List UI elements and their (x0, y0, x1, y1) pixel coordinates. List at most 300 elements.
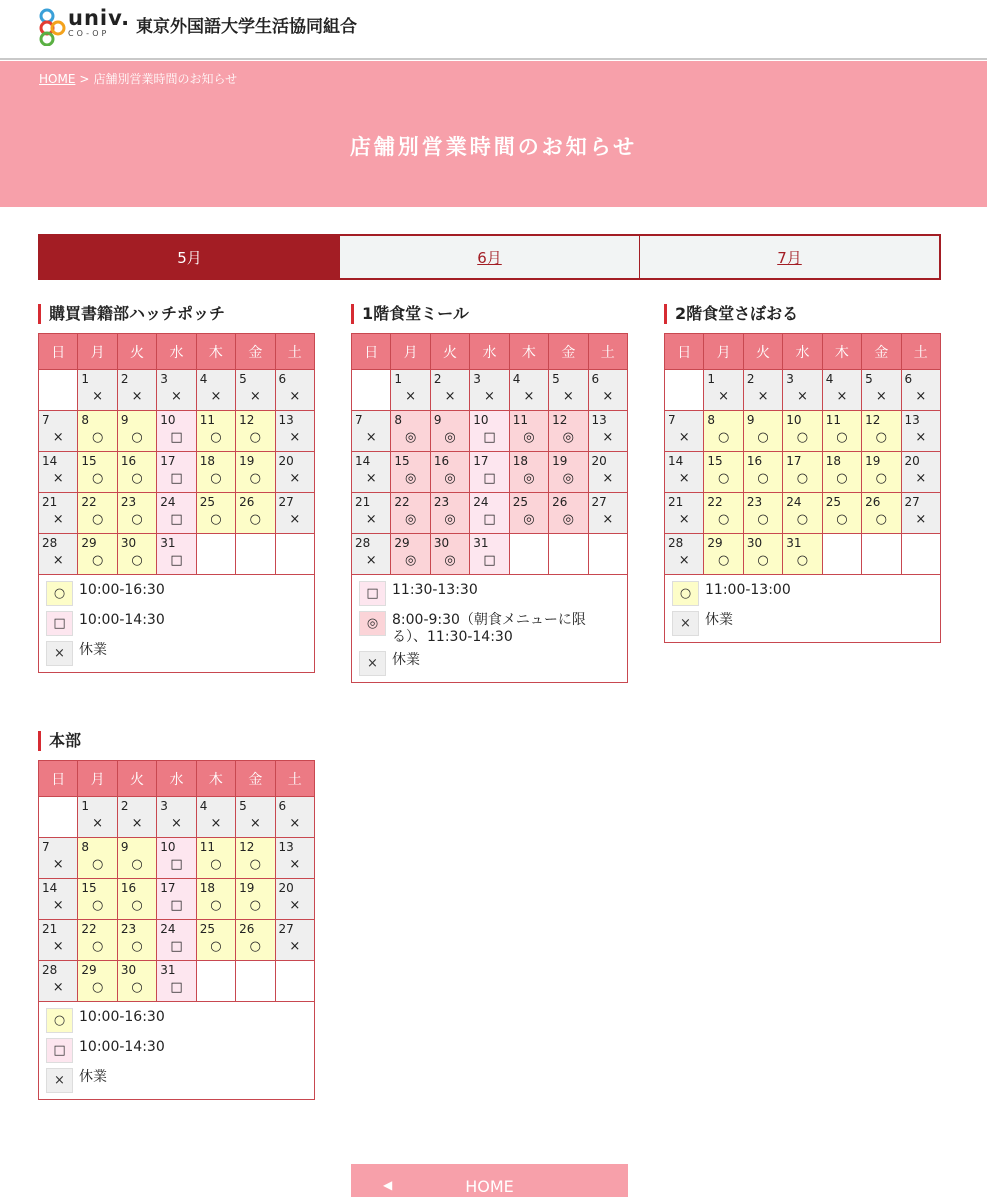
status-symbol: × (718, 389, 730, 404)
day-number: 7 (42, 413, 50, 427)
legend-text: 休業 (705, 612, 733, 628)
legend-item (46, 1008, 307, 1033)
status-symbol: ◎ (562, 512, 574, 527)
status-symbol: × (757, 389, 769, 404)
status-symbol: ○ (210, 857, 222, 872)
calendar-day-cell (822, 370, 861, 411)
day-number: 29 (707, 536, 723, 550)
calendar-day-cell (78, 452, 117, 493)
status-symbol: × (289, 471, 301, 486)
calendar-day-cell (157, 920, 196, 961)
calendar-day-cell (470, 534, 509, 575)
day-number: 29 (394, 536, 410, 550)
calendar-day-cell (470, 411, 509, 452)
day-number: 22 (81, 922, 97, 936)
calendar-empty-cell (901, 534, 940, 575)
calendar-day-cell (704, 411, 743, 452)
legend-swatch: ○ (46, 581, 73, 606)
weekday-header: 土 (588, 334, 627, 370)
calendar-day-cell (901, 370, 940, 411)
status-symbol: × (562, 389, 574, 404)
calendar-day-cell (39, 838, 78, 879)
day-number: 11 (199, 840, 215, 854)
calendar-day-cell (665, 452, 704, 493)
weekday-header: 火 (117, 334, 156, 370)
status-symbol: × (92, 389, 104, 404)
status-symbol: × (249, 816, 261, 831)
status-symbol: × (484, 389, 495, 404)
status-symbol: ○ (210, 430, 222, 445)
weekday-header: 土 (275, 761, 314, 797)
calendar-week-row (39, 370, 315, 411)
calendar-day-cell (78, 961, 117, 1002)
status-symbol: × (92, 816, 104, 831)
status-symbol: × (289, 430, 301, 445)
status-symbol: □ (170, 939, 183, 954)
day-number: 19 (865, 454, 881, 468)
calendar-day-cell (39, 879, 78, 920)
day-number: 4 (199, 372, 208, 386)
weekday-header: 月 (78, 761, 117, 797)
day-number: 17 (160, 454, 176, 468)
calendar-week-row (39, 920, 315, 961)
status-symbol: ○ (131, 857, 143, 872)
calendar-empty-cell (862, 534, 901, 575)
day-number: 8 (394, 413, 403, 427)
calendar-day-cell (157, 534, 196, 575)
day-number: 8 (81, 840, 90, 854)
day-number: 31 (473, 536, 489, 550)
calendar-week-row (665, 534, 941, 575)
status-symbol: ◎ (444, 553, 456, 568)
status-symbol: ○ (131, 980, 143, 995)
weekday-header: 日 (39, 761, 78, 797)
day-number: 25 (825, 495, 841, 509)
day-number: 14 (355, 454, 371, 468)
status-symbol: ○ (249, 512, 261, 527)
calendar-day-cell (704, 493, 743, 534)
calendar-day-cell (117, 797, 156, 838)
day-number: 20 (278, 454, 294, 468)
calendar-day-cell (39, 452, 78, 493)
calendar-day-cell (743, 370, 782, 411)
status-symbol: ○ (210, 898, 222, 913)
legend-text: 11:30-13:30 (392, 582, 478, 598)
status-symbol: ○ (249, 471, 261, 486)
day-number: 16 (120, 881, 137, 895)
home-button[interactable] (351, 1164, 628, 1197)
month-tabs (38, 234, 941, 280)
legend-text: 10:00-14:30 (79, 612, 165, 628)
calendar-day-cell (117, 534, 156, 575)
status-symbol: ○ (796, 512, 809, 527)
status-symbol: × (365, 512, 377, 527)
day-number: 1 (707, 372, 716, 386)
calendar-day-cell (549, 493, 588, 534)
day-number: 19 (552, 454, 568, 468)
calendar-day-cell (117, 493, 156, 534)
calendar-day-cell (588, 493, 627, 534)
day-number: 12 (239, 413, 255, 427)
status-symbol: ○ (131, 553, 143, 568)
day-number: 8 (707, 413, 716, 427)
legend-item (672, 611, 933, 636)
status-symbol: □ (483, 430, 496, 445)
status-symbol: ○ (757, 512, 769, 527)
calendar-day-cell (822, 493, 861, 534)
calendar-day-cell (78, 797, 117, 838)
calendar-empty-cell (509, 534, 548, 575)
calendar-empty-cell (196, 534, 235, 575)
status-symbol: ○ (836, 471, 848, 486)
calendar-day-cell (275, 920, 314, 961)
tab-june[interactable]: 6月 (339, 236, 639, 278)
calendar-day-cell (704, 452, 743, 493)
weekday-header: 水 (157, 334, 196, 370)
day-number: 7 (42, 840, 50, 854)
calendar-day-cell (236, 920, 275, 961)
day-number: 24 (786, 495, 802, 509)
status-symbol: □ (170, 898, 183, 913)
calendar-day-cell (743, 534, 782, 575)
calendar-day-cell (862, 493, 901, 534)
legend-text: 8:00-9:30（朝食メニューに限る）、11:30-14:30 (392, 612, 586, 645)
calendar-day-cell (470, 370, 509, 411)
store-title: 購買書籍部ハッチポッチ (38, 304, 315, 324)
store-title: 2階食堂さぼおる (664, 304, 941, 324)
status-symbol: ○ (717, 471, 730, 486)
calendar-day-cell (196, 879, 235, 920)
calendar-day-cell (157, 370, 196, 411)
calendar-day-cell (157, 452, 196, 493)
calendar-day-cell (39, 920, 78, 961)
calendar-week-row (665, 370, 941, 411)
day-number: 12 (552, 413, 568, 427)
day-number: 25 (199, 922, 215, 936)
calendar-day-cell (391, 370, 430, 411)
day-number: 22 (707, 495, 723, 509)
calendar-day-cell (822, 411, 861, 452)
store-block-hatch-potch (38, 304, 315, 673)
calendar-day-cell (275, 452, 314, 493)
day-number: 2 (120, 799, 129, 813)
calendar-day-cell (509, 370, 548, 411)
day-number: 31 (160, 963, 176, 977)
calendar-empty-cell (352, 370, 391, 411)
legend-swatch: ○ (672, 581, 699, 606)
calendar-table (351, 333, 628, 575)
calendar-day-cell (588, 370, 627, 411)
day-number: 9 (120, 413, 129, 427)
calendar-day-cell (275, 493, 314, 534)
calendar-day-cell (275, 838, 314, 879)
status-symbol: ◎ (444, 512, 456, 527)
status-symbol: ○ (131, 512, 143, 527)
calendar-day-cell (509, 411, 548, 452)
status-symbol: × (289, 816, 301, 831)
calendar-day-cell (783, 370, 822, 411)
status-symbol: × (797, 389, 808, 404)
calendar-week-row (39, 534, 315, 575)
legend-swatch: □ (359, 581, 386, 606)
calendar-day-cell (743, 411, 782, 452)
day-number: 3 (160, 372, 168, 386)
legend-item (359, 611, 620, 646)
legend-swatch: □ (46, 611, 73, 636)
status-symbol: ○ (717, 553, 730, 568)
status-symbol: ○ (717, 512, 730, 527)
weekday-header: 日 (352, 334, 391, 370)
calendar-day-cell (509, 493, 548, 534)
calendar-empty-cell (549, 534, 588, 575)
calendar-day-cell (901, 493, 940, 534)
calendar-day-cell (196, 838, 235, 879)
day-number: 6 (278, 372, 287, 386)
status-symbol: ○ (210, 939, 222, 954)
calendar-empty-cell (275, 534, 314, 575)
calendar-day-cell (157, 879, 196, 920)
status-symbol: × (602, 389, 614, 404)
calendar-day-cell (588, 411, 627, 452)
status-symbol: ○ (91, 553, 104, 568)
calendar-day-cell (704, 534, 743, 575)
day-number: 20 (591, 454, 607, 468)
calendar-day-cell (117, 411, 156, 452)
page-hero (0, 61, 987, 207)
calendar-day-cell (665, 534, 704, 575)
weekday-header: 水 (157, 761, 196, 797)
day-number: 1 (81, 372, 90, 386)
status-symbol: × (915, 471, 927, 486)
day-number: 18 (199, 454, 215, 468)
day-number: 21 (355, 495, 371, 509)
legend-item (46, 641, 307, 666)
status-symbol: × (875, 389, 887, 404)
status-symbol: × (365, 430, 377, 445)
calendar-day-cell (822, 452, 861, 493)
calendar-day-cell (196, 920, 235, 961)
legend-text: 11:00-13:00 (705, 582, 791, 598)
legend-item (672, 581, 933, 606)
site-header (0, 0, 987, 60)
calendar-day-cell (236, 838, 275, 879)
calendar-day-cell (275, 879, 314, 920)
day-number: 7 (355, 413, 363, 427)
day-number: 26 (865, 495, 881, 509)
page-title: 店舗別営業時間のお知らせ (349, 135, 638, 159)
status-symbol: × (289, 389, 301, 404)
day-number: 10 (160, 840, 176, 854)
status-symbol: × (171, 816, 182, 831)
status-symbol: ○ (875, 512, 887, 527)
day-number: 14 (42, 454, 58, 468)
weekday-header: 木 (196, 761, 235, 797)
day-number: 18 (512, 454, 528, 468)
calendar-empty-cell (822, 534, 861, 575)
day-number: 9 (746, 413, 755, 427)
status-symbol: × (602, 512, 614, 527)
status-symbol: ◎ (404, 471, 417, 486)
day-number: 20 (904, 454, 920, 468)
status-symbol: ○ (91, 980, 104, 995)
calendar-day-cell (78, 879, 117, 920)
day-number: 28 (668, 536, 684, 550)
calendar-day-cell (236, 411, 275, 452)
logo-subtext: CO-OP (68, 29, 110, 38)
day-number: 4 (512, 372, 521, 386)
day-number: 4 (825, 372, 834, 386)
day-number: 8 (81, 413, 90, 427)
calendar-day-cell (157, 493, 196, 534)
day-number: 29 (81, 963, 97, 977)
legend-swatch: ◎ (359, 611, 386, 636)
calendar-day-cell (862, 452, 901, 493)
status-symbol: ◎ (404, 430, 417, 445)
calendar-day-cell (78, 411, 117, 452)
store-block-sabooru (664, 304, 941, 643)
day-number: 6 (904, 372, 913, 386)
coop-logo-icon (38, 8, 68, 46)
calendar-day-cell (196, 411, 235, 452)
calendar-day-cell (236, 797, 275, 838)
calendar-week-row (665, 452, 941, 493)
day-number: 2 (120, 372, 129, 386)
calendar-week-row (352, 493, 628, 534)
status-symbol: ○ (717, 430, 730, 445)
breadcrumb-home-link[interactable]: HOME (39, 72, 76, 86)
day-number: 15 (81, 454, 97, 468)
calendar-day-cell (196, 797, 235, 838)
status-symbol: □ (483, 553, 496, 568)
tab-may[interactable]: 5月 (40, 236, 339, 278)
day-number: 10 (160, 413, 176, 427)
calendar-week-row (352, 534, 628, 575)
calendar-day-cell (549, 411, 588, 452)
calendar-day-cell (743, 493, 782, 534)
weekday-header: 木 (196, 334, 235, 370)
calendar-day-cell (665, 411, 704, 452)
status-symbol: × (289, 857, 301, 872)
status-symbol: ◎ (562, 430, 574, 445)
day-number: 23 (746, 495, 763, 509)
day-number: 15 (394, 454, 410, 468)
day-number: 21 (668, 495, 684, 509)
status-symbol: × (444, 389, 456, 404)
legend-swatch: × (672, 611, 699, 636)
day-number: 17 (473, 454, 489, 468)
status-symbol: □ (170, 471, 183, 486)
status-symbol: ◎ (562, 471, 574, 486)
status-symbol: × (678, 553, 690, 568)
calendar-legend (351, 575, 628, 683)
day-number: 5 (552, 372, 560, 386)
status-symbol: × (52, 553, 64, 568)
weekday-header: 火 (430, 334, 469, 370)
calendar-week-row (665, 411, 941, 452)
calendar-week-row (39, 961, 315, 1002)
legend-swatch: × (46, 1068, 73, 1093)
calendar-week-row (39, 452, 315, 493)
status-symbol: × (52, 939, 64, 954)
status-symbol: ○ (836, 430, 848, 445)
day-number: 17 (786, 454, 802, 468)
day-number: 15 (707, 454, 723, 468)
calendar-day-cell (352, 411, 391, 452)
calendar-day-cell (783, 452, 822, 493)
day-number: 23 (120, 495, 137, 509)
day-number: 14 (668, 454, 684, 468)
day-number: 3 (473, 372, 481, 386)
day-number: 18 (199, 881, 215, 895)
status-symbol: × (289, 939, 301, 954)
day-number: 1 (394, 372, 403, 386)
calendar-day-cell (39, 411, 78, 452)
calendar-day-cell (196, 370, 235, 411)
status-symbol: ◎ (404, 553, 417, 568)
status-symbol: × (210, 389, 222, 404)
day-number: 27 (278, 495, 294, 509)
calendar-empty-cell (236, 961, 275, 1002)
day-number: 27 (904, 495, 920, 509)
day-number: 2 (433, 372, 442, 386)
calendar-day-cell (157, 411, 196, 452)
day-number: 31 (786, 536, 802, 550)
legend-swatch: □ (46, 1038, 73, 1063)
calendar-day-cell (117, 920, 156, 961)
day-number: 25 (512, 495, 528, 509)
weekday-header: 月 (391, 334, 430, 370)
status-symbol: × (915, 389, 927, 404)
calendar-day-cell (588, 452, 627, 493)
day-number: 16 (433, 454, 450, 468)
status-symbol: ○ (757, 430, 769, 445)
weekday-header: 土 (901, 334, 940, 370)
status-symbol: × (249, 389, 261, 404)
calendar-day-cell (39, 534, 78, 575)
day-number: 11 (512, 413, 528, 427)
day-number: 1 (81, 799, 90, 813)
day-number: 5 (239, 799, 247, 813)
status-symbol: ○ (131, 898, 143, 913)
legend-item (46, 581, 307, 606)
calendar-table (38, 333, 315, 575)
status-symbol: ○ (757, 553, 769, 568)
status-symbol: □ (483, 512, 496, 527)
status-symbol: × (678, 471, 690, 486)
calendar-day-cell (196, 493, 235, 534)
calendar-day-cell (509, 452, 548, 493)
calendar-day-cell (901, 452, 940, 493)
status-symbol: × (52, 898, 64, 913)
status-symbol: ○ (796, 471, 809, 486)
day-number: 22 (394, 495, 410, 509)
day-number: 21 (42, 495, 58, 509)
status-symbol: ○ (210, 512, 222, 527)
calendar-day-cell (391, 411, 430, 452)
calendar-week-row (39, 493, 315, 534)
weekday-header: 金 (862, 334, 901, 370)
day-number: 23 (120, 922, 137, 936)
store-title: 1階食堂ミール (351, 304, 628, 324)
tab-july[interactable]: 7月 (639, 236, 939, 278)
day-number: 30 (120, 536, 137, 550)
status-symbol: ○ (131, 430, 143, 445)
legend-text: 休業 (79, 642, 107, 658)
calendar-day-cell (275, 370, 314, 411)
breadcrumb-current: 店舗別営業時間のお知らせ (93, 72, 238, 86)
status-symbol: ○ (131, 471, 143, 486)
calendar-week-row (39, 411, 315, 452)
